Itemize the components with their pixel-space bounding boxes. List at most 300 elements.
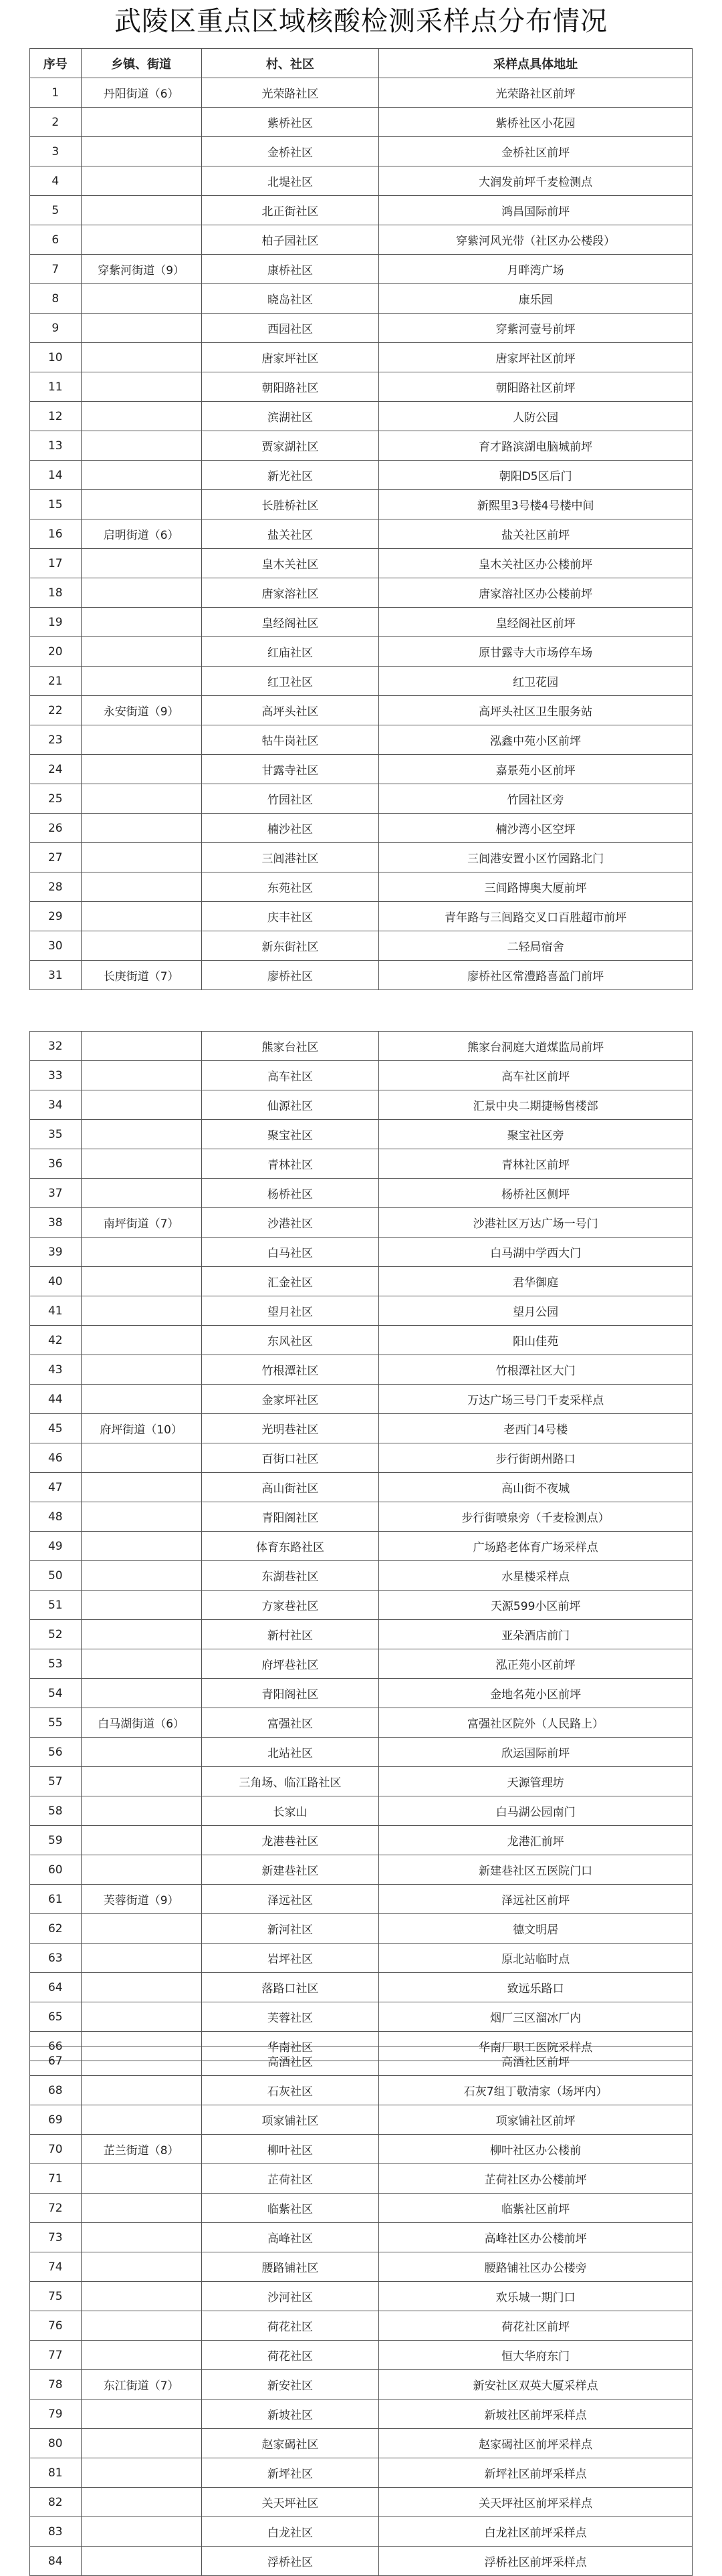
cell-address: 阳山佳苑	[378, 1326, 693, 1355]
header-address: 采样点具体地址	[378, 49, 693, 78]
table-row	[29, 1414, 693, 1443]
cell-index: 11	[29, 372, 81, 401]
table-row	[29, 2046, 693, 2076]
cell-address: 廖桥社区常澧路喜盈门前坪	[378, 961, 693, 989]
cell-index: 75	[29, 2282, 81, 2311]
cell-street: 穿紫河街道（9）	[81, 255, 201, 283]
cell-community: 新村社区	[201, 1620, 379, 1649]
cell-street	[81, 725, 201, 754]
cell-community: 长胜桥社区	[201, 490, 379, 519]
cell-address: 老西门4号楼	[378, 1414, 693, 1443]
table-row	[29, 1532, 693, 1561]
cell-community: 富强社区	[201, 1708, 379, 1737]
cell-address: 皇木关社区办公楼前坪	[378, 549, 693, 578]
cell-community: 仙源社区	[201, 1090, 379, 1119]
cell-community: 青阳阁社区	[201, 1679, 379, 1708]
table-row	[29, 1738, 693, 1767]
cell-address: 步行街朗州路口	[378, 1443, 693, 1472]
cell-community: 新东街社区	[201, 931, 379, 960]
table-row	[29, 2399, 693, 2429]
cell-address: 荷花社区前坪	[378, 2311, 693, 2340]
cell-community: 高峰社区	[201, 2223, 379, 2252]
cell-street	[81, 667, 201, 695]
cell-address: 三闾路博奥大厦前坪	[378, 872, 693, 901]
cell-address: 恒大华府东门	[378, 2341, 693, 2369]
cell-address: 青林社区前坪	[378, 1149, 693, 1178]
cell-community: 西园社区	[201, 314, 379, 342]
cell-address: 聚宝社区旁	[378, 1120, 693, 1149]
cell-community: 光荣路社区	[201, 78, 379, 107]
cell-community: 新坡社区	[201, 2399, 379, 2428]
cell-index: 61	[29, 1885, 81, 1913]
cell-street	[81, 343, 201, 372]
table-row	[29, 1120, 693, 1149]
cell-address: 广场路老体育广场采样点	[378, 1532, 693, 1560]
cell-index: 76	[29, 2311, 81, 2340]
table-row	[29, 2547, 693, 2576]
cell-index: 80	[29, 2429, 81, 2458]
cell-address: 万达广场三号门千麦采样点	[378, 1385, 693, 1413]
cell-street	[81, 1061, 201, 1090]
table-row	[29, 1767, 693, 1796]
cell-index: 40	[29, 1267, 81, 1296]
cell-community: 光明巷社区	[201, 1414, 379, 1443]
cell-index: 9	[29, 314, 81, 342]
table-row	[29, 2076, 693, 2105]
table-row	[29, 2223, 693, 2252]
cell-index: 6	[29, 225, 81, 254]
cell-index: 28	[29, 872, 81, 901]
cell-index: 3	[29, 137, 81, 166]
cell-address: 红卫花园	[378, 667, 693, 695]
cell-index: 72	[29, 2194, 81, 2222]
cell-index: 41	[29, 1296, 81, 1325]
cell-address: 天源599小区前坪	[378, 1591, 693, 1619]
cell-address: 新坡社区前坪采样点	[378, 2399, 693, 2428]
table-row	[29, 931, 693, 961]
cell-community: 百街口社区	[201, 1443, 379, 1472]
cell-community: 腰路铺社区	[201, 2252, 379, 2281]
cell-index: 56	[29, 1738, 81, 1766]
cell-community: 新光社区	[201, 461, 379, 489]
header-street: 乡镇、街道	[81, 49, 201, 78]
cell-community: 沙河社区	[201, 2282, 379, 2311]
cell-community: 柏子园社区	[201, 225, 379, 254]
cell-index: 24	[29, 755, 81, 784]
cell-address: 高峰社区办公楼前坪	[378, 2223, 693, 2252]
cell-index: 36	[29, 1149, 81, 1178]
cell-index: 45	[29, 1414, 81, 1443]
cell-address: 青年路与三闾路交叉口百胜超市前坪	[378, 902, 693, 931]
table-row	[29, 1591, 693, 1620]
table-row	[29, 2341, 693, 2370]
table-row	[29, 1826, 693, 1855]
cell-address: 皇经阁社区前坪	[378, 608, 693, 636]
cell-address: 嘉景苑小区前坪	[378, 755, 693, 784]
cell-index: 74	[29, 2252, 81, 2281]
cell-index: 35	[29, 1120, 81, 1149]
cell-street	[81, 784, 201, 813]
cell-community: 朝阳路社区	[201, 372, 379, 401]
cell-address: 石灰7组丁敬清家（场坪内）	[378, 2076, 693, 2105]
cell-address: 赵家碣社区前坪采样点	[378, 2429, 693, 2458]
cell-community: 岩坪社区	[201, 1944, 379, 1972]
table-row	[29, 1502, 693, 1532]
table-row	[29, 461, 693, 490]
cell-address: 德文明居	[378, 1914, 693, 1943]
cell-street	[81, 2547, 201, 2575]
cell-index: 12	[29, 402, 81, 431]
cell-address: 新安社区双英大厦采样点	[378, 2370, 693, 2399]
table-row	[29, 2135, 693, 2164]
cell-index: 29	[29, 902, 81, 931]
cell-index: 26	[29, 814, 81, 842]
table-row	[29, 637, 693, 667]
cell-address: 穿紫河壹号前坪	[378, 314, 693, 342]
table-row	[29, 1267, 693, 1296]
cell-community: 楠沙社区	[201, 814, 379, 842]
cell-address: 高酒社区前坪	[378, 2046, 693, 2075]
cell-community: 北堤社区	[201, 166, 379, 195]
cell-street	[81, 755, 201, 784]
cell-address: 唐家坪社区前坪	[378, 343, 693, 372]
cell-street	[81, 1796, 201, 1825]
cell-address: 杨桥社区侧坪	[378, 1179, 693, 1207]
cell-community: 白龙社区	[201, 2517, 379, 2546]
table-row	[29, 490, 693, 519]
table-row	[29, 1090, 693, 1120]
cell-street	[81, 2194, 201, 2222]
cell-street	[81, 1855, 201, 1884]
table-row	[29, 519, 693, 549]
cell-community: 项家铺社区	[201, 2105, 379, 2134]
cell-street	[81, 1944, 201, 1972]
cell-index: 43	[29, 1355, 81, 1384]
cell-community: 盐关社区	[201, 519, 379, 548]
cell-street	[81, 2282, 201, 2311]
cell-street	[81, 1561, 201, 1590]
cell-street	[81, 137, 201, 166]
table-row	[29, 137, 693, 166]
cell-street	[81, 1296, 201, 1325]
table-row	[29, 1238, 693, 1267]
cell-community: 新建巷社区	[201, 1855, 379, 1884]
cell-address: 致远乐路口	[378, 1973, 693, 2002]
table-row	[29, 314, 693, 343]
table-row	[29, 814, 693, 843]
cell-street	[81, 1826, 201, 1855]
cell-index: 33	[29, 1061, 81, 1090]
cell-address: 原甘露寺大市场停车场	[378, 637, 693, 666]
cell-address: 竹园社区旁	[378, 784, 693, 813]
cell-street	[81, 1179, 201, 1207]
cell-street	[81, 931, 201, 960]
cell-index: 1	[29, 78, 81, 107]
cell-community: 红卫社区	[201, 667, 379, 695]
header-community: 村、社区	[201, 49, 379, 78]
table-row	[29, 284, 693, 314]
cell-street: 丹阳街道（6）	[81, 78, 201, 107]
header-index: 序号	[29, 49, 81, 78]
table-row	[29, 961, 693, 990]
cell-index: 10	[29, 343, 81, 372]
cell-community: 白马社区	[201, 1238, 379, 1266]
cell-index: 18	[29, 578, 81, 607]
cell-community: 关天坪社区	[201, 2488, 379, 2516]
table-row	[29, 696, 693, 725]
cell-address: 育才路滨湖电脑城前坪	[378, 431, 693, 460]
cell-index: 21	[29, 667, 81, 695]
cell-address: 鸿昌国际前坪	[378, 196, 693, 225]
cell-index: 7	[29, 255, 81, 283]
cell-community: 石灰社区	[201, 2076, 379, 2105]
cell-community: 甘露寺社区	[201, 755, 379, 784]
table-row	[29, 166, 693, 196]
cell-index: 47	[29, 1473, 81, 1502]
cell-street	[81, 2517, 201, 2546]
cell-community: 荷花社区	[201, 2311, 379, 2340]
cell-address: 项家铺社区前坪	[378, 2105, 693, 2134]
cell-address: 望月公园	[378, 1296, 693, 1325]
table-row	[29, 2311, 693, 2341]
table-row	[29, 1914, 693, 1944]
table-row	[29, 784, 693, 814]
cell-address: 人防公园	[378, 402, 693, 431]
table-row	[29, 1679, 693, 1708]
table-row	[29, 225, 693, 255]
cell-community: 方家巷社区	[201, 1591, 379, 1619]
cell-community: 体育东路社区	[201, 1532, 379, 1560]
cell-address: 白马湖中学西大门	[378, 1238, 693, 1266]
cell-address: 金桥社区前坪	[378, 137, 693, 166]
cell-community: 晓岛社区	[201, 284, 379, 313]
table-row	[29, 1620, 693, 1649]
cell-address: 盐关社区前坪	[378, 519, 693, 548]
cell-address: 关天坪社区前坪采样点	[378, 2488, 693, 2516]
cell-index: 34	[29, 1090, 81, 1119]
cell-index: 42	[29, 1326, 81, 1355]
cell-address: 高坪头社区卫生服务站	[378, 696, 693, 725]
cell-street	[81, 1679, 201, 1708]
cell-street	[81, 549, 201, 578]
cell-address: 烟厂三区溜冰厂内	[378, 2002, 693, 2031]
cell-community: 新河社区	[201, 1914, 379, 1943]
table-row	[29, 2252, 693, 2282]
table-row	[29, 78, 693, 108]
cell-street	[81, 814, 201, 842]
cell-index: 62	[29, 1914, 81, 1943]
cell-community: 赵家碣社区	[201, 2429, 379, 2458]
cell-index: 37	[29, 1179, 81, 1207]
cell-address: 紫桥社区小花园	[378, 108, 693, 136]
cell-street	[81, 2488, 201, 2516]
table-row	[29, 1061, 693, 1090]
table-row	[29, 2194, 693, 2223]
cell-address: 芷荷社区办公楼前坪	[378, 2164, 693, 2193]
cell-index: 77	[29, 2341, 81, 2369]
table-row	[29, 578, 693, 608]
cell-index: 23	[29, 725, 81, 754]
cell-index: 48	[29, 1502, 81, 1531]
cell-index: 8	[29, 284, 81, 313]
cell-street	[81, 284, 201, 313]
cell-community: 青林社区	[201, 1149, 379, 1178]
table-row	[29, 2002, 693, 2032]
cell-community: 三角场、临江路社区	[201, 1767, 379, 1796]
table-row	[29, 2517, 693, 2547]
table-row	[29, 1855, 693, 1885]
cell-index: 30	[29, 931, 81, 960]
cell-street	[81, 1355, 201, 1384]
cell-address: 步行街喷泉旁（千麦检测点）	[378, 1502, 693, 1531]
table-header	[29, 48, 693, 78]
cell-index: 79	[29, 2399, 81, 2428]
cell-address: 康乐园	[378, 284, 693, 313]
cell-community: 北站社区	[201, 1738, 379, 1766]
cell-index: 68	[29, 2076, 81, 2105]
cell-index: 4	[29, 166, 81, 195]
cell-address: 白龙社区前坪采样点	[378, 2517, 693, 2546]
cell-index: 65	[29, 2002, 81, 2031]
cell-index: 78	[29, 2370, 81, 2399]
cell-address: 泓正苑小区前坪	[378, 1649, 693, 1678]
cell-community: 金桥社区	[201, 137, 379, 166]
cell-address: 龙港汇前坪	[378, 1826, 693, 1855]
cell-index: 64	[29, 1973, 81, 2002]
cell-street: 东江街道（7）	[81, 2370, 201, 2399]
cell-street: 芙蓉街道（9）	[81, 1885, 201, 1913]
cell-address: 泓鑫中苑小区前坪	[378, 725, 693, 754]
cell-community: 汇金社区	[201, 1267, 379, 1296]
cell-index: 69	[29, 2105, 81, 2134]
cell-address: 熊家台洞庭大道煤监局前坪	[378, 1032, 693, 1060]
cell-community: 府坪巷社区	[201, 1649, 379, 1678]
cell-street	[81, 2458, 201, 2487]
cell-street: 芷兰街道（8）	[81, 2135, 201, 2163]
cell-address: 水星楼采样点	[378, 1561, 693, 1590]
cell-address: 大润发前坪千麦检测点	[378, 166, 693, 195]
table-row	[29, 196, 693, 225]
cell-index: 20	[29, 637, 81, 666]
table-row	[29, 2370, 693, 2399]
cell-street	[81, 637, 201, 666]
table-row	[29, 1973, 693, 2002]
table-row	[29, 1944, 693, 1973]
cell-index: 2	[29, 108, 81, 136]
cell-address: 柳叶社区办公楼前	[378, 2135, 693, 2163]
cell-street	[81, 166, 201, 195]
cell-community: 青阳阁社区	[201, 1502, 379, 1531]
table-row	[29, 725, 693, 755]
cell-community: 竹园社区	[201, 784, 379, 813]
cell-address: 白马湖公园南门	[378, 1796, 693, 1825]
cell-address: 欢乐城一期门口	[378, 2282, 693, 2311]
cell-address: 穿紫河风光带（社区办公楼段）	[378, 225, 693, 254]
cell-street	[81, 2046, 201, 2075]
cell-community: 高山街社区	[201, 1473, 379, 1502]
cell-index: 51	[29, 1591, 81, 1619]
cell-community: 柳叶社区	[201, 2135, 379, 2163]
cell-community: 新安社区	[201, 2370, 379, 2399]
cell-community: 北正街社区	[201, 196, 379, 225]
cell-street	[81, 1443, 201, 1472]
cell-address: 月畔湾广场	[378, 255, 693, 283]
cell-street	[81, 2164, 201, 2193]
cell-community: 高坪头社区	[201, 696, 379, 725]
cell-community: 东湖巷社区	[201, 1561, 379, 1590]
cell-index: 32	[29, 1032, 81, 1060]
cell-street	[81, 1591, 201, 1619]
cell-street	[81, 372, 201, 401]
cell-street	[81, 1238, 201, 1266]
cell-address: 浮桥社区前坪采样点	[378, 2547, 693, 2575]
cell-street	[81, 314, 201, 342]
cell-index: 66	[29, 2032, 81, 2061]
cell-index: 59	[29, 1826, 81, 1855]
cell-index: 13	[29, 431, 81, 460]
table-row	[29, 549, 693, 578]
cell-street: 白马湖街道（6）	[81, 1708, 201, 1737]
cell-street	[81, 872, 201, 901]
cell-community: 临紫社区	[201, 2194, 379, 2222]
cell-street	[81, 2223, 201, 2252]
table-row	[29, 872, 693, 902]
cell-address: 高车社区前坪	[378, 1061, 693, 1090]
cell-street	[81, 1502, 201, 1531]
table-row	[29, 1296, 693, 1326]
table-row	[29, 2282, 693, 2311]
cell-street	[81, 225, 201, 254]
cell-address: 欣运国际前坪	[378, 1738, 693, 1766]
cell-index: 57	[29, 1767, 81, 1796]
cell-street	[81, 1767, 201, 1796]
cell-street	[81, 2399, 201, 2428]
table-row	[29, 843, 693, 872]
cell-street	[81, 843, 201, 872]
cell-street	[81, 1120, 201, 1149]
table-segment-3	[29, 2046, 693, 2576]
page-title: 武陵区重点区域核酸检测采样点分布情况	[114, 6, 608, 37]
cell-community: 皇经阁社区	[201, 608, 379, 636]
table-row	[29, 2458, 693, 2488]
cell-index: 38	[29, 1208, 81, 1237]
cell-address: 沙港社区万达广场一号门	[378, 1208, 693, 1237]
cell-address: 新建巷社区五医院门口	[378, 1855, 693, 1884]
cell-street	[81, 1090, 201, 1119]
cell-index: 31	[29, 961, 81, 989]
cell-street: 长庚街道（7）	[81, 961, 201, 989]
cell-index: 58	[29, 1796, 81, 1825]
cell-community: 芷荷社区	[201, 2164, 379, 2193]
table-row	[29, 1179, 693, 1208]
cell-community: 浮桥社区	[201, 2547, 379, 2575]
cell-community: 滨湖社区	[201, 402, 379, 431]
cell-community: 龙港巷社区	[201, 1826, 379, 1855]
table-row	[29, 608, 693, 637]
cell-street	[81, 578, 201, 607]
table-row	[29, 755, 693, 784]
cell-community: 唐家溶社区	[201, 578, 379, 607]
cell-address: 亚朵酒店前门	[378, 1620, 693, 1649]
cell-address: 竹根潭社区大门	[378, 1355, 693, 1384]
cell-street: 永安街道（9）	[81, 696, 201, 725]
cell-address: 汇景中央二期捷畅售楼部	[378, 1090, 693, 1119]
cell-street	[81, 1267, 201, 1296]
cell-community: 落路口社区	[201, 1973, 379, 2002]
cell-street	[81, 1649, 201, 1678]
cell-community: 杨桥社区	[201, 1179, 379, 1207]
table-segment-1	[29, 48, 693, 990]
